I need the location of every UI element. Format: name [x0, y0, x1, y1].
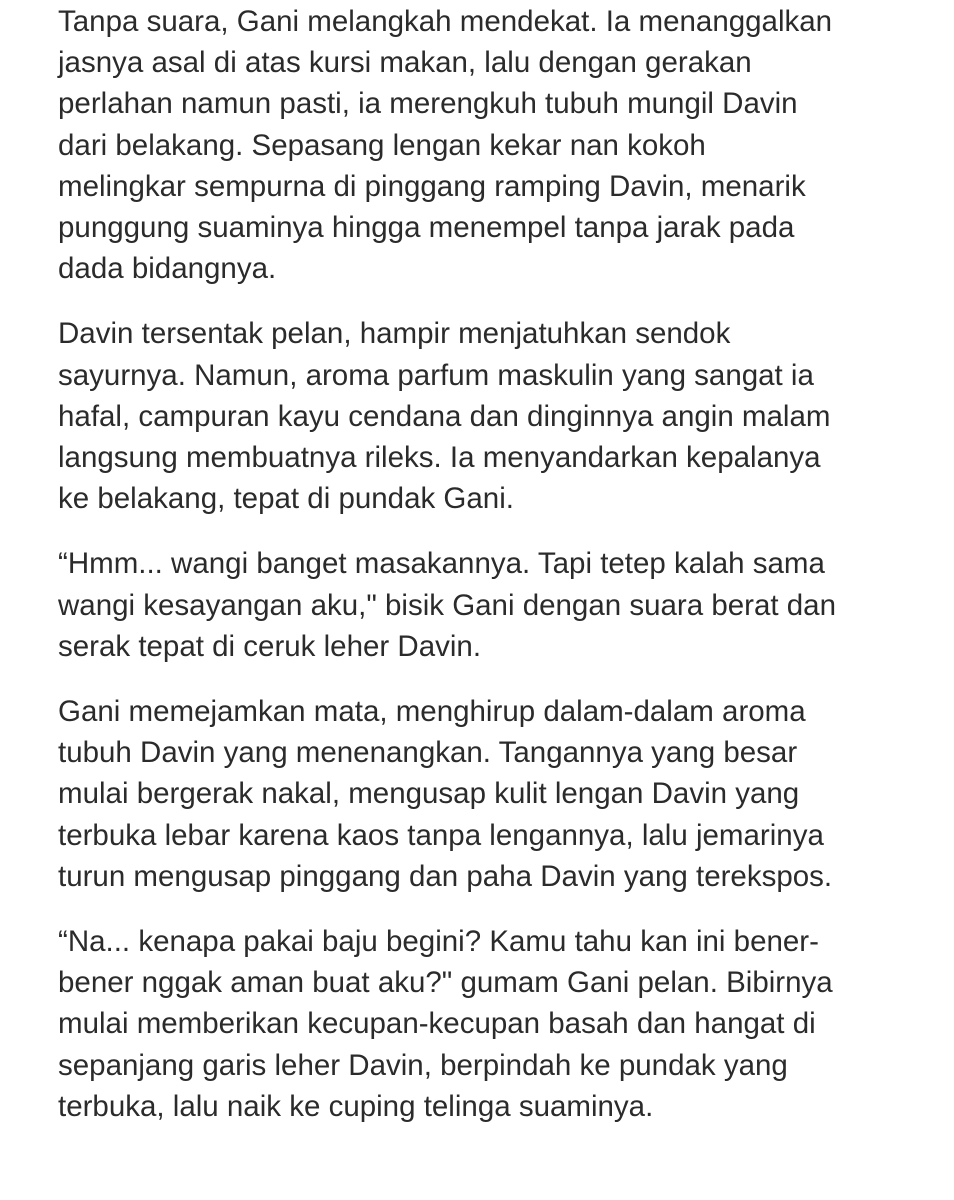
paragraph-5: “Na... kenapa pakai baju begini? Kamu tahu kan ini bener- bener nggak aman buat aku?" gumam Gani pelan. Bibirnya mulai memberikan kecupan-kecupan basah dan hangat di sepanjang garis leher Davin, berpindah ke pundak yang terbuka, lalu naik ke cuping telinga suaminya.: [58, 925, 833, 1123]
paragraph-4: Gani memejamkan mata, menghirup dalam-dalam aroma tubuh Davin yang menenangkan. Tangannya yang besar mulai bergerak nakal, mengusap kulit lengan Davin yang terbuka lebar karena kaos tanpa lengannya, lalu jemarinya turun mengusap pinggang dan paha Davin yang terekspos.: [58, 695, 833, 893]
paragraph-3: “Hmm... wangi banget masakannya. Tapi tetep kalah sama wangi kesayangan aku," bisik Gani dengan suara berat dan serak tepat di ceruk leher Davin.: [58, 547, 836, 663]
paragraph-2: Davin tersentak pelan, hampir menjatuhkan sendok sayurnya. Namun, aroma parfum maskulin yang sangat ia hafal, campuran kayu cendana dan dinginnya angin malam langsung membuatnya rileks. Ia menyandarkan kepalanya ke belakang, tepat di pundak Gani.: [58, 317, 831, 516]
story-text: [58, 0, 938, 1127]
paragraph-1: Tanpa suara, Gani melangkah mendekat. Ia menanggalkan jasnya asal di atas kursi makan, lalu dengan gerakan perlahan namun pasti, ia merengkuh tubuh mungil Davin dari belakang. Sepasang lengan kekar nan kokoh melingkar sempurna di pinggang ramping Davin, menarik punggung suaminya hingga menempel tanpa jarak pada dada bidangnya.: [58, 5, 833, 286]
